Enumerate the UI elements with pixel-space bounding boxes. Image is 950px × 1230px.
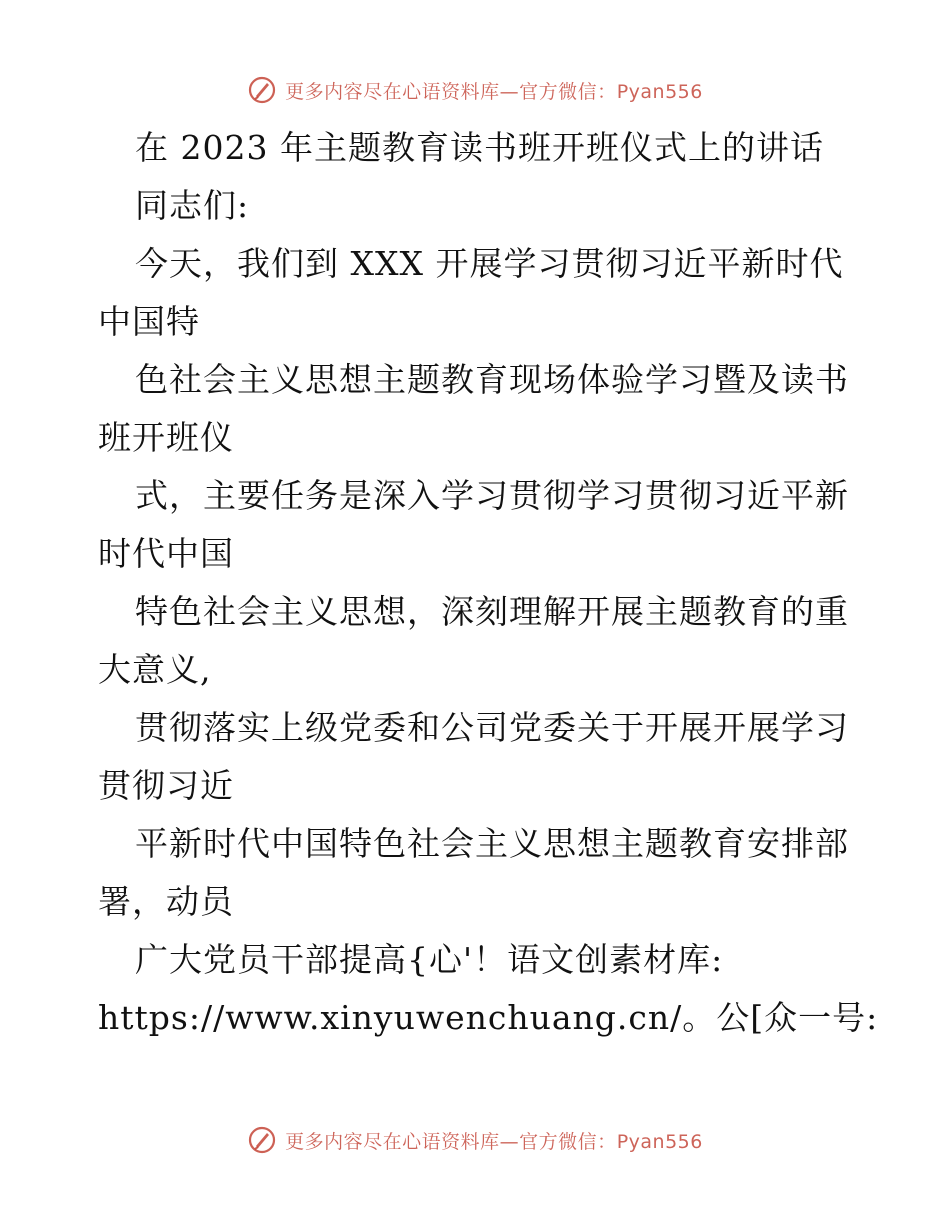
document-title: 在 2023 年主题教育读书班开班仪式上的讲话 xyxy=(135,128,824,167)
watermark-brand: 更多内容尽在心语资料库 xyxy=(285,1130,500,1153)
watermark-official: 官方微信： xyxy=(519,1130,617,1153)
salutation: 同志们: xyxy=(135,186,250,225)
paragraph-line: 中国特 xyxy=(98,302,200,341)
paragraph-line: 式，主要任务是深入学习贯彻学习贯彻习近平新 xyxy=(135,476,849,515)
paragraph-line: 特色社会主义思想，深刻理解开展主题教育的重 xyxy=(135,592,849,631)
watermark-separator: — xyxy=(499,80,520,103)
paragraph-line: 时代中国 xyxy=(98,534,234,573)
quill-logo-icon xyxy=(247,1125,277,1155)
paragraph-line: 署，动员 xyxy=(98,882,234,921)
watermark-handle: Pyan556 xyxy=(616,80,703,103)
paragraph-line: 大意义, xyxy=(98,650,212,689)
paragraph-line: 班开班仪 xyxy=(98,418,234,457)
watermark-brand: 更多内容尽在心语资料库 xyxy=(285,80,500,103)
paragraph-line: 今天，我们到 XXX 开展学习贯彻习近平新时代 xyxy=(135,244,844,283)
paragraph-line: 广大党员干部提高{心'！语文创素材库: xyxy=(135,940,724,979)
header-watermark xyxy=(0,72,950,108)
paragraph-line: 平新时代中国特色社会主义思想主题教育安排部 xyxy=(135,824,849,863)
paragraph-line: 色社会主义思想主题教育现场体验学习暨及读书 xyxy=(135,360,849,399)
quill-logo-icon xyxy=(247,75,277,105)
paragraph-line: 贯彻习近 xyxy=(98,766,234,805)
url-line: https://www.xinyuwenchuang.cn/。公[众一号: xyxy=(98,998,879,1037)
watermark-separator: — xyxy=(499,1130,520,1153)
watermark-handle: Pyan556 xyxy=(616,1130,703,1153)
watermark-official: 官方微信： xyxy=(519,80,617,103)
watermark-text xyxy=(285,1127,703,1154)
footer-watermark xyxy=(0,1122,950,1158)
paragraph-line: 贯彻落实上级党委和公司党委关于开展开展学习 xyxy=(135,708,849,747)
watermark-text xyxy=(285,77,703,104)
